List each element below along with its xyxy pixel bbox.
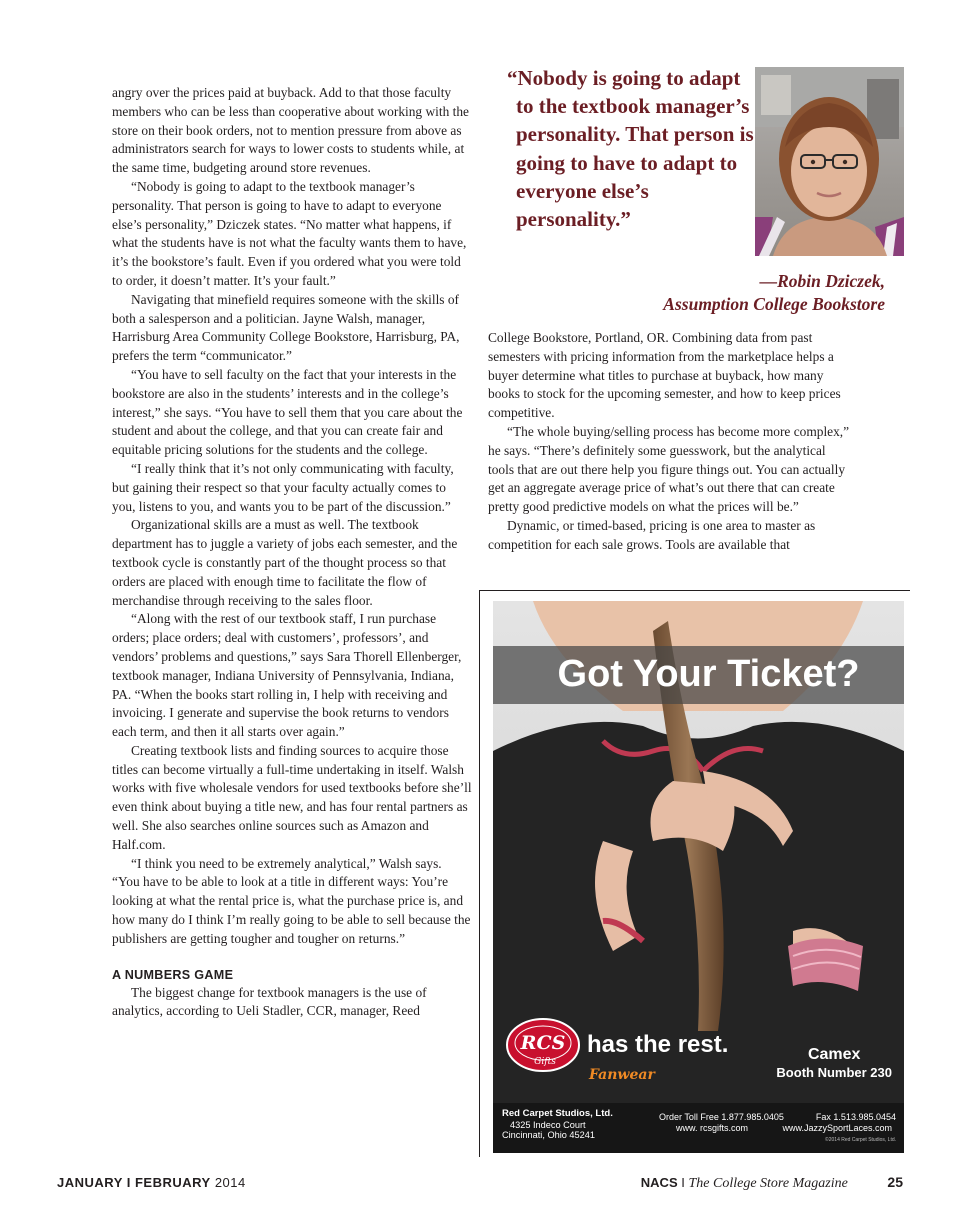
company-address (502, 1109, 613, 1141)
publication-footer (641, 1174, 903, 1192)
article-paragraph: “Along with the rest of our textbook staff, I run purchase orders; place orders; deal with customers’, professors’, and vendors’ problems and questions,” says Sara Thorell Ellenberger, textbook manager, Indiana University of Pennsylvania, Indiana, PA. “When the books start rolling in, I help with receiving and invoicing. I generate and supervise the book returns to vendors each term, and then it all starts over again.” (112, 611, 462, 740)
article-paragraph: Organizational skills are a must as well. The textbook department has to juggle a variety of jobs each semester, and the textbook cycle is constantly part of the thought process so that orders are placed with enough time to facilitate the flow of merchandise through receiving to the sales floor. (112, 517, 458, 608)
article-paragraph: angry over the prices paid at buyback. Add to that those faculty members who can be less than cooperative about working with the store on their book orders, not to mention pressure from above as administrators search for ways to lower costs to students while, at the same time, budgeting around store revenues. (112, 85, 469, 176)
article-paragraph: “I think you need to be extremely analytical,” Walsh says. “You have to be able to look at a title in different ways: You’re looking at what the rental price is, what the purchase price is, and how many do I think I’m really going to be able to sell because the publishers are getting tougher and tougher on returns.” (112, 855, 471, 946)
article-paragraph: Creating textbook lists and finding sources to acquire those titles can become virtually a full-time undertaking in itself. Walsh works with five wholesale vendors for used textbooks before she’ll even think about buying a title new, and has four rental partners as well. She also searches online sources such as Amazon and Half.com. (112, 742, 472, 852)
article-paragraph: Navigating that minefield requires someone with the skills of both a salesperson and a politician. Jayne Walsh, manager, Harrisburg Area Community College Bookstore, Harrisburg, PA, prefers the term “communicator.” (112, 291, 460, 364)
article-paragraph: “I really think that it’s not only communicating with faculty, but gaining their respect so that your faculty actually comes to you, listens to you, and wants you to be part of the discussion.” (112, 460, 454, 514)
article-left-column (112, 84, 472, 1021)
logo-subtext: Gifts (534, 1057, 556, 1067)
camex-label: Camex (807, 1046, 861, 1063)
article-paragraph: College Bookstore, Portland, OR. Combining data from past semesters with pricing information from the marketplace helps a buyer determine what titles to purchase at buyback, how many books to stock for the upcoming semester, and how to keep prices competitive. (488, 330, 841, 421)
ad-tagline: has the rest. (587, 1031, 729, 1058)
article-paragraph: “The whole buying/selling process has become more complex,” he says. “There’s definitely some guesswork, but the analytical tools that are out there help you figure things out. You can actually get an aggregate average price of what’s out there that can create pretty good predictive models on what the prices will be.” (488, 423, 850, 515)
issue-months: JANUARY I FEBRUARY (57, 1175, 211, 1190)
pull-quote-attribution (663, 270, 885, 316)
magazine-title: The College Store Magazine (688, 1176, 848, 1191)
ad-copyright: ©2014 Red Carpet Studios, Ltd. (825, 1137, 896, 1143)
address-line: Cincinnati, Ohio 45241 (502, 1130, 595, 1140)
fax-number: Fax 1.513.985.0454 (815, 1112, 896, 1122)
website-link[interactable]: www. rcsgifts.com (676, 1123, 749, 1133)
ad-contact-footer (493, 1103, 904, 1153)
article-paragraph: “Nobody is going to adapt to the textbook manager’s personality. That person is going to have to adapt to everyone else’s personality,” Dziczek states. “No matter what happens, if what the students have is not what the faculty wants them to have, it’s the bookstore’s fault. Even if you ordered what you were told to order, it doesn’t matter. It’s your fault.” (112, 178, 467, 288)
portrait-photo (755, 67, 904, 256)
pull-quote: “Nobody is going to adapt to the textbook manager’s personality. That person is going to have to adapt to everyone else’s personality.” (507, 66, 754, 232)
company-name: Red Carpet Studios, Ltd. (502, 1108, 613, 1119)
logo-text: RCS (520, 1032, 566, 1054)
section-heading: A NUMBERS GAME (112, 967, 234, 982)
footer-separator: I (681, 1175, 685, 1190)
ad-headline: Got Your Ticket? (557, 653, 860, 695)
article-paragraph: Dynamic, or timed-based, pricing is one area to master as competition for each sale grows. Tools are available that (488, 517, 816, 552)
rcs-gifts-logo (505, 1015, 581, 1077)
camex-booth (776, 1045, 892, 1081)
website-link[interactable]: www.JazzySportLaces.com (782, 1123, 892, 1133)
article-paragraph: “You have to sell faculty on the fact that your interests in the bookstore are also in the students’ interests and in the college’s interest,” she says. “You have to sell them that you care about the student and about the college, and that you can create fair and equitable pricing solutions for the students and the college. (112, 366, 463, 458)
issue-date (57, 1175, 246, 1190)
publisher-name: NACS (640, 1175, 678, 1190)
address-line: 4325 Indeco Court (510, 1119, 586, 1130)
fanwear-logo: Fanwear (589, 1067, 655, 1083)
attribution-organization: Assumption College Bookstore (663, 294, 885, 314)
article-paragraph: The biggest change for textbook managers is the use of analytics, according to Ueli Stadler, CCR, manager, Reed (112, 984, 427, 1019)
article-right-column (488, 329, 850, 555)
portrait-illustration (755, 67, 904, 256)
booth-number: Booth Number 230 (776, 1065, 892, 1080)
order-phone: Order Toll Free 1.877.985.0405 (659, 1112, 784, 1122)
issue-year: 2014 (214, 1175, 246, 1190)
attribution-name: —Robin Dziczek, (759, 271, 885, 291)
advertisement[interactable] (493, 601, 904, 1153)
page-number: 25 (887, 1174, 903, 1190)
